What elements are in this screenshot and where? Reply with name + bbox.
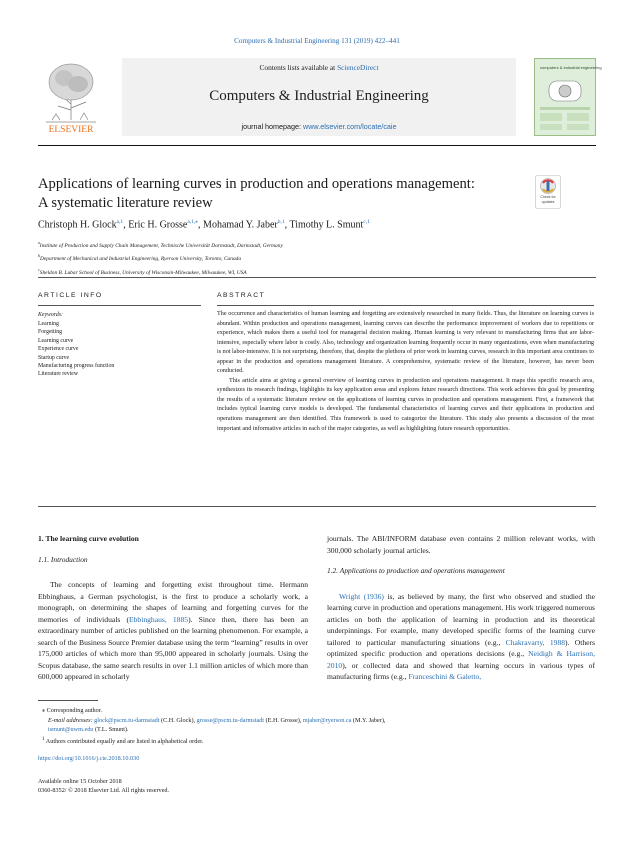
article-info-heading: ARTICLE INFO (38, 292, 103, 299)
citation-franceschini[interactable]: Franceschini & Galetto, (408, 672, 482, 681)
applications-text-1: is, as believed by many, the first who observed and studied the learning curve in production and operations management. His work triggered numerous articles on both the application of learning in production and its theoretical underpinnings. For example, many developed specific forms of the learning curve tailored to particular manufacturing situations (e.g., (327, 591, 595, 647)
footnotes (38, 706, 596, 746)
title-line-1: Applications of learning curves in production and operations management: (38, 176, 475, 192)
title-line-2: A systematic literature review (38, 195, 213, 211)
homepage-prefix: journal homepage: (241, 122, 304, 131)
right-carryover-paragraph: journals. The ABI/INFORM database even contains 2 million relevant works, with 300,000 scholarly journal articles. (327, 534, 595, 555)
masthead (38, 58, 602, 138)
citation-neidigh[interactable]: Neidigh & Harrison, 2010 (327, 649, 596, 670)
applications-text-3: ), or collected data and showed that learning occurs in various types of manufacturing firms (e.g., (327, 660, 595, 681)
author-affiliation-mark[interactable]: a,1,⁎ (187, 219, 199, 225)
keyword-item: Literature review (38, 371, 79, 378)
author-affiliation-mark[interactable]: a,1 (116, 219, 124, 225)
email-link[interactable]: tsmunt@uwm.edu (48, 726, 94, 733)
author-separator: , (198, 219, 204, 231)
author-affiliation-mark[interactable]: c,1 (363, 219, 370, 225)
email-link[interactable]: grosse@pscm.tu-darmstadt (196, 716, 265, 724)
author-list (38, 219, 558, 230)
intro-text-2: ). Since then, there has been an extraordinary number of articles published on the learning phenomenon. For example, a search of the Business Source Premier database using the term “learning” results in over 175,000 articles of which more than 95,000 appeared in scholarly journals. Using the Scopus database, the same search results in over 1.1 million articles of which more than 600,000 appeared in scholarly (38, 614, 309, 681)
affiliation-text: Department of Mechanical and Industrial Engineering, Ryerson University, Toronto, Canada (40, 256, 242, 263)
email-owner: (M.Y. Jaber), (351, 716, 386, 724)
abstract-body (217, 310, 594, 434)
keyword-item: Learning (38, 321, 59, 327)
email-label: E-mail addresses: (48, 716, 95, 724)
footnote-1-mark: 1 (42, 735, 45, 742)
cover-image-icon (535, 59, 602, 135)
homepage-link[interactable]: www.elsevier.com/locate/caie (303, 122, 397, 131)
subsection-1-1-heading: 1.1. Introduction (38, 554, 88, 564)
keyword-item: Forgetting (38, 329, 63, 336)
author-name[interactable]: Timothy L. Smunt (289, 219, 364, 231)
affiliation-line (38, 251, 283, 264)
publisher-wordmark: ELSEVIER (48, 125, 94, 135)
available-online: Available online 15 October 2018 (38, 778, 122, 785)
header-rule (38, 145, 596, 146)
abstract-end-rule (38, 506, 596, 507)
journal-homepage (122, 122, 516, 131)
corresponding-author-note: ⁎ Corresponding author. (42, 707, 102, 714)
elsevier-logo[interactable] (40, 58, 102, 136)
section-1-heading: 1. The learning curve evolution (38, 534, 139, 543)
email-owner: (E.H. Grosse), (264, 716, 303, 724)
keyword-item: Learning curve (38, 337, 74, 344)
abstract-rule (217, 305, 594, 306)
applications-paragraph (327, 591, 595, 683)
abstract-paragraph-2: This article aims at giving a general overview of learning curves in production and operations management. It maps this specific research area, synthesizes its research findings, highlights its key application areas and explores future research directions. This work achieves this goal by presenting the results of a systematic literature review on the applications of learning curves in production and operations management. First, a framework that includes typical learning curve models is developed. The fundamental characteristics of learning curves and their applications in production and operations management are then identified. This framework is used to categorize the literature. This study also presents a discussion of the most important and informative articles in each of the major categories, as well as highlighting future research opportunities. (217, 377, 594, 432)
affiliations-rule (38, 277, 596, 278)
author-affiliation-mark[interactable]: b,1 (277, 219, 285, 225)
crossmark-label: Check for updates (540, 195, 556, 204)
affiliation-line (38, 238, 283, 251)
keyword-item: Manufacturing progress function (38, 363, 115, 370)
footnote-1-text: Authors contributed equally and are listed in alphabetical order. (44, 737, 204, 745)
copyright-line: 0360-8352/ © 2018 Elsevier Ltd. All rights reserved. (38, 787, 170, 794)
doi-link[interactable]: https://doi.org/10.1016/j.cie.2018.10.030 (38, 755, 140, 762)
right-column (327, 533, 595, 683)
journal-cover-thumbnail[interactable] (534, 58, 602, 136)
email-addresses (38, 716, 596, 735)
left-column (38, 533, 308, 683)
intro-text-1: The concepts of learning and forgetting exist throughout time. Hermann Ebbinghaus, a German psychologist, is the first to produce a scholarly work, a monograph, on determining the shapes of learning and forgetting curves for the memories of individuals ( (38, 580, 308, 624)
sciencedirect-link[interactable]: ScienceDirect (337, 63, 379, 72)
affiliation-mark: b (38, 253, 40, 259)
affiliations (38, 238, 283, 278)
abstract-heading: ABSTRACT (217, 292, 266, 299)
author-name[interactable]: Eric H. Grosse (128, 219, 188, 231)
affiliation-mark: c (38, 266, 40, 272)
abstract-paragraph-1: The occurrence and characteristics of human learning and forgetting are extensively researched in many fields. Thus, the literature on learning curves is abundant. Within production and operations management, learning curves can describe the performance improvement of workers due to repetitions or experience, which makes them a useful tool for managerial decision making. Human learning is very relevant to manufacturing firms that are labor-intensive, especially where labor is costly. Also, technology and organization learning frequently occur in many organizations, even when manufacturing is not labor-intensive. It is not surprising, therefore, that, despite the plethora of prior work in learning curves, research in this important area continues to appear in the production and operations management literature. A comprehensive, systematic review of the literature, however, has never been conducted. (217, 311, 594, 375)
cover-title: computers & industrial engineering (540, 65, 602, 70)
citation-chakravarty[interactable]: Chakravarty, 1988 (505, 637, 566, 647)
author-separator: , (123, 219, 129, 231)
affiliation-line (38, 265, 283, 278)
affiliation-mark: a (38, 240, 40, 245)
author-name[interactable]: Christoph H. Glock (38, 219, 117, 231)
subsection-1-2-heading: 1.2. Applications to production and operations management (327, 566, 505, 575)
contents-prefix: Contents lists available at (259, 63, 338, 72)
keywords-label: Keywords: (38, 312, 63, 318)
article-info-rule (38, 305, 201, 306)
author-name[interactable]: Mohamad Y. Jaber (203, 219, 278, 231)
crossmark-badge[interactable] (535, 175, 561, 209)
keyword-item: Experience curve (38, 346, 79, 353)
author-separator: , (284, 219, 290, 231)
article-title (38, 175, 528, 213)
intro-paragraph (38, 579, 308, 683)
footnote-rule (38, 700, 98, 701)
elsevier-tree-icon (40, 58, 102, 136)
contents-line (122, 63, 516, 72)
email-owner: (C.H. Glock), (159, 716, 197, 724)
affiliation-text: Sheldon B. Lubar School of Business, University of Wisconsin-Milwaukee, Milwaukee, WI, USA (39, 269, 247, 276)
email-owner: (T.L. Smunt). (93, 726, 129, 733)
keyword-item: Startup curve (38, 354, 70, 361)
citation-wright[interactable]: Wright (1936) (339, 591, 384, 601)
keywords-list (38, 320, 114, 379)
footnote-1 (38, 735, 596, 747)
email-link[interactable]: mjaber@ryerson.ca (302, 716, 352, 724)
applications-text-2: ). Others optimized specific production and operations decisions (e.g., (327, 637, 595, 658)
journal-name: Computers & Industrial Engineering (209, 88, 429, 104)
email-link[interactable]: glock@pscm.tu-darmstadt (94, 716, 160, 724)
journal-reference[interactable]: Computers & Industrial Engineering 131 (2019) 422–441 (234, 37, 400, 45)
citation-ebbinghaus[interactable]: Ebbinghaus, 1885 (128, 614, 189, 624)
affiliation-text: Institute of Production and Supply Chain Management, Technische Universität Darmstadt, Darmstadt, Germany (39, 242, 283, 249)
masthead-center (122, 58, 516, 136)
